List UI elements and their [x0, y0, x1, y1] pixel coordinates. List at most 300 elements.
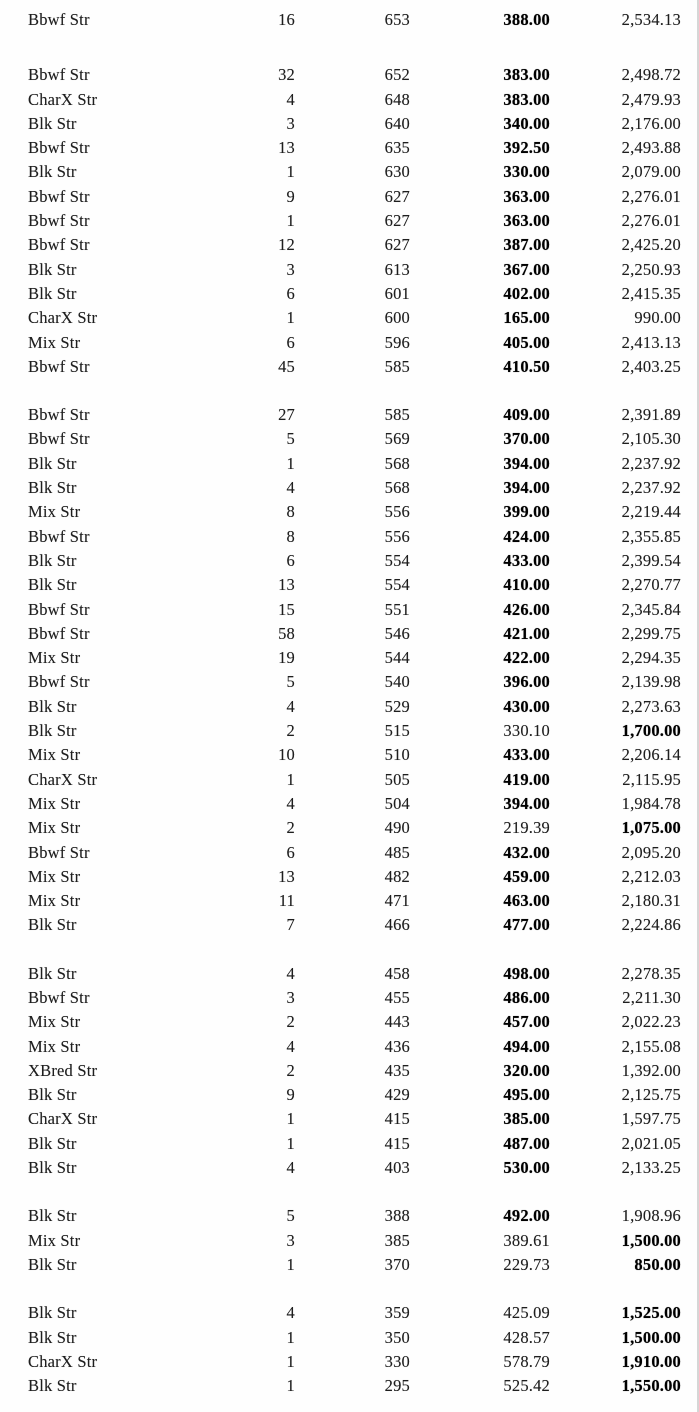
avg-weight-cell: 630: [384, 162, 410, 182]
head-count-cell: 16: [278, 10, 295, 29]
avg-weight-cell: 471: [384, 891, 410, 911]
amount-cell: 1,392.00: [621, 1060, 681, 1080]
table-row: [0, 1350, 699, 1374]
amount-cell: 2,155.08: [621, 1036, 681, 1056]
price-cell: 410.00: [503, 575, 550, 595]
price-cell: 430.00: [503, 696, 550, 716]
head-count-cell: 1: [286, 1109, 295, 1129]
table-row: [0, 865, 699, 889]
amount-cell: 2,399.54: [621, 550, 681, 570]
lot-type-cell: Blk Str: [28, 1303, 77, 1323]
sale-report-table: [0, 8, 699, 1398]
amount-cell: 2,479.93: [621, 89, 681, 109]
table-row: [0, 1132, 699, 1156]
lot-type-cell: Blk Str: [28, 283, 77, 303]
avg-weight-cell: 568: [384, 453, 410, 473]
price-cell: 498.00: [503, 963, 550, 983]
price-cell: 530.00: [503, 1158, 550, 1178]
head-count-cell: 1: [286, 1133, 295, 1153]
lot-type-cell: CharX Str: [28, 89, 98, 109]
table-row: [0, 136, 699, 160]
amount-cell: 2,211.30: [622, 987, 681, 1007]
price-cell: 419.00: [503, 769, 550, 789]
table-row: [0, 209, 699, 233]
head-count-cell: 1: [286, 162, 295, 182]
head-count-cell: 4: [286, 1303, 295, 1323]
price-cell: 320.00: [503, 1060, 550, 1080]
lot-type-cell: Blk Str: [28, 113, 77, 133]
lot-type-cell: Blk Str: [28, 550, 77, 570]
amount-cell: 1,984.78: [621, 793, 681, 813]
head-count-cell: 6: [286, 332, 295, 352]
head-count-cell: 1: [286, 1254, 295, 1274]
price-cell: 387.00: [503, 235, 550, 255]
row-group: [0, 1301, 699, 1398]
table-row: [0, 306, 699, 330]
avg-weight-cell: 490: [384, 818, 410, 838]
table-row: [0, 768, 699, 792]
lot-type-cell: Blk Str: [28, 1254, 77, 1274]
avg-weight-cell: 350: [384, 1327, 410, 1347]
price-cell: 421.00: [503, 623, 550, 643]
avg-weight-cell: 551: [384, 599, 410, 619]
avg-weight-cell: 485: [384, 842, 410, 862]
amount-cell: 2,105.30: [621, 429, 681, 449]
avg-weight-cell: 455: [384, 987, 410, 1007]
row-group: [0, 962, 699, 1181]
head-count-cell: 3: [286, 113, 295, 133]
price-cell: 330.00: [503, 162, 550, 182]
head-count-cell: 1: [286, 308, 295, 328]
lot-type-cell: Bbwf Str: [28, 672, 90, 692]
lot-type-cell: Bbwf Str: [28, 842, 90, 862]
lot-type-cell: Blk Str: [28, 1327, 77, 1347]
avg-weight-cell: 359: [384, 1303, 410, 1323]
lot-type-cell: Mix Str: [28, 332, 81, 352]
lot-type-cell: Bbwf Str: [28, 429, 90, 449]
price-cell: 394.00: [503, 453, 550, 473]
table-row: [0, 816, 699, 840]
avg-weight-cell: 546: [384, 623, 410, 643]
table-row: [0, 841, 699, 865]
lot-type-cell: Blk Str: [28, 1376, 77, 1396]
table-row: [0, 1083, 699, 1107]
head-count-cell: 2: [286, 1060, 295, 1080]
price-cell: 459.00: [503, 866, 550, 886]
lot-type-cell: Blk Str: [28, 1133, 77, 1153]
head-count-cell: 12: [278, 235, 295, 255]
price-cell: 385.00: [503, 1109, 550, 1129]
lot-type-cell: Bbwf Str: [28, 65, 90, 85]
lot-type-cell: Blk Str: [28, 915, 77, 935]
lot-type-cell: Blk Str: [28, 478, 77, 498]
lot-type-cell: Blk Str: [28, 453, 77, 473]
price-cell: 495.00: [503, 1085, 550, 1105]
table-row: [0, 743, 699, 767]
head-count-cell: 8: [286, 502, 295, 522]
table-row: [0, 88, 699, 112]
price-cell: 433.00: [503, 550, 550, 570]
avg-weight-cell: 556: [384, 526, 410, 546]
head-count-cell: 1: [286, 453, 295, 473]
row-group: [0, 403, 699, 938]
amount-cell: 2,413.13: [621, 332, 681, 352]
lot-type-cell: CharX Str: [28, 769, 98, 789]
avg-weight-cell: 482: [384, 866, 410, 886]
table-row: [0, 670, 699, 694]
head-count-cell: 6: [286, 550, 295, 570]
amount-cell: 2,022.23: [621, 1012, 681, 1032]
amount-cell: 1,500.00: [621, 1327, 681, 1347]
head-count-cell: 1: [286, 1351, 295, 1371]
table-row: [0, 500, 699, 524]
table-row: [0, 1374, 699, 1398]
amount-cell: 1,525.00: [621, 1303, 681, 1323]
table-row: [0, 476, 699, 500]
price-cell: 422.00: [503, 648, 550, 668]
lot-type-cell: Mix Str: [28, 502, 81, 522]
head-count-cell: 3: [286, 259, 295, 279]
amount-cell: 2,273.63: [621, 696, 681, 716]
table-row: [0, 719, 699, 743]
amount-cell: 2,403.25: [621, 356, 681, 376]
price-cell: 340.00: [503, 113, 550, 133]
amount-cell: 1,910.00: [621, 1351, 681, 1371]
table-row: [0, 1059, 699, 1083]
head-count-cell: 1: [286, 1376, 295, 1396]
avg-weight-cell: 635: [384, 138, 410, 158]
amount-cell: 2,125.75: [621, 1085, 681, 1105]
head-count-cell: 32: [278, 65, 295, 85]
amount-cell: 2,425.20: [621, 235, 681, 255]
lot-type-cell: Bbwf Str: [28, 526, 90, 546]
table-row: [0, 452, 699, 476]
avg-weight-cell: 554: [384, 575, 410, 595]
table-row: [0, 403, 699, 427]
avg-weight-cell: 601: [384, 283, 410, 303]
table-row: [0, 1253, 699, 1277]
price-cell: 428.57: [503, 1327, 550, 1347]
head-count-cell: 5: [286, 1206, 295, 1226]
lot-type-cell: Bbwf Str: [28, 235, 90, 255]
avg-weight-cell: 600: [384, 308, 410, 328]
head-count-cell: 11: [278, 891, 295, 911]
price-cell: 330.10: [503, 721, 550, 741]
price-cell: 229.73: [503, 1254, 550, 1274]
avg-weight-cell: 529: [384, 696, 410, 716]
amount-cell: 990.00: [634, 308, 681, 328]
price-cell: 409.00: [503, 405, 550, 425]
price-cell: 433.00: [503, 745, 550, 765]
avg-weight-cell: 585: [384, 356, 410, 376]
amount-cell: 2,276.01: [621, 186, 681, 206]
amount-cell: 2,021.05: [621, 1133, 681, 1153]
amount-cell: 2,299.75: [621, 623, 681, 643]
lot-type-cell: CharX Str: [28, 1109, 98, 1129]
amount-cell: 1,500.00: [621, 1230, 681, 1250]
price-cell: 367.00: [503, 259, 550, 279]
head-count-cell: 2: [286, 818, 295, 838]
amount-cell: 2,294.35: [621, 648, 681, 668]
head-count-cell: 3: [286, 987, 295, 1007]
amount-cell: 2,133.25: [621, 1158, 681, 1178]
avg-weight-cell: 466: [384, 915, 410, 935]
head-count-cell: 13: [278, 866, 295, 886]
lot-type-cell: Bbwf Str: [28, 211, 90, 231]
amount-cell: 850.00: [634, 1254, 681, 1274]
table-row: [0, 8, 699, 32]
price-cell: 426.00: [503, 599, 550, 619]
avg-weight-cell: 585: [384, 405, 410, 425]
table-row: [0, 160, 699, 184]
lot-type-cell: Bbwf Str: [28, 599, 90, 619]
lot-type-cell: Blk Str: [28, 575, 77, 595]
head-count-cell: 7: [286, 915, 295, 935]
lot-type-cell: Bbwf Str: [28, 987, 90, 1007]
amount-cell: 2,355.85: [621, 526, 681, 546]
price-cell: 486.00: [503, 987, 550, 1007]
amount-cell: 1,597.75: [621, 1109, 681, 1129]
table-row: [0, 185, 699, 209]
lot-type-cell: Mix Str: [28, 648, 81, 668]
head-count-cell: 10: [278, 745, 295, 765]
table-row: [0, 233, 699, 257]
price-cell: 405.00: [503, 332, 550, 352]
head-count-cell: 19: [278, 648, 295, 668]
amount-cell: 2,391.89: [621, 405, 681, 425]
table-row: [0, 63, 699, 87]
avg-weight-cell: 403: [384, 1158, 410, 1178]
head-count-cell: 4: [286, 478, 295, 498]
avg-weight-cell: 435: [384, 1060, 410, 1080]
head-count-cell: 1: [286, 769, 295, 789]
avg-weight-cell: 648: [384, 89, 410, 109]
head-count-cell: 4: [286, 1036, 295, 1056]
avg-weight-cell: 388: [384, 1206, 410, 1226]
head-count-cell: 6: [286, 842, 295, 862]
lot-type-cell: Bbwf Str: [28, 138, 90, 158]
price-cell: 389.61: [503, 1230, 550, 1250]
head-count-cell: 1: [286, 211, 295, 231]
table-row: [0, 1010, 699, 1034]
table-row: [0, 889, 699, 913]
lot-type-cell: Blk Str: [28, 1206, 77, 1226]
price-cell: 578.79: [503, 1351, 550, 1371]
row-group: [0, 63, 699, 379]
head-count-cell: 4: [286, 696, 295, 716]
table-row: [0, 1107, 699, 1131]
table-row: [0, 112, 699, 136]
avg-weight-cell: 510: [384, 745, 410, 765]
price-cell: 425.09: [503, 1303, 550, 1323]
lot-type-cell: Mix Str: [28, 818, 81, 838]
price-cell: 525.42: [503, 1376, 550, 1396]
amount-cell: 2,095.20: [621, 842, 681, 862]
avg-weight-cell: 569: [384, 429, 410, 449]
avg-weight-cell: 295: [384, 1376, 410, 1396]
avg-weight-cell: 627: [384, 186, 410, 206]
head-count-cell: 45: [278, 356, 295, 376]
lot-type-cell: Mix Str: [28, 793, 81, 813]
avg-weight-cell: 515: [384, 721, 410, 741]
avg-weight-cell: 415: [384, 1133, 410, 1153]
price-cell: 392.50: [503, 138, 550, 158]
table-row: [0, 1229, 699, 1253]
head-count-cell: 58: [278, 623, 295, 643]
amount-cell: 1,550.00: [621, 1376, 681, 1396]
head-count-cell: 1: [286, 1327, 295, 1347]
table-row: [0, 646, 699, 670]
price-cell: 396.00: [503, 672, 550, 692]
table-row: [0, 549, 699, 573]
lot-type-cell: Bbwf Str: [28, 10, 90, 29]
price-cell: 394.00: [503, 478, 550, 498]
head-count-cell: 2: [286, 721, 295, 741]
lot-type-cell: Mix Str: [28, 1036, 81, 1056]
head-count-cell: 15: [278, 599, 295, 619]
price-cell: 363.00: [503, 211, 550, 231]
amount-cell: 2,534.13: [621, 10, 681, 29]
amount-cell: 2,139.98: [621, 672, 681, 692]
avg-weight-cell: 568: [384, 478, 410, 498]
lot-type-cell: Blk Str: [28, 721, 77, 741]
avg-weight-cell: 385: [384, 1230, 410, 1250]
avg-weight-cell: 653: [384, 10, 410, 29]
table-row: [0, 1156, 699, 1180]
amount-cell: 2,212.03: [621, 866, 681, 886]
price-cell: 370.00: [503, 429, 550, 449]
avg-weight-cell: 554: [384, 550, 410, 570]
lot-type-cell: Bbwf Str: [28, 623, 90, 643]
price-cell: 477.00: [503, 915, 550, 935]
lot-type-cell: Blk Str: [28, 1158, 77, 1178]
table-row: [0, 1204, 699, 1228]
lot-type-cell: Blk Str: [28, 259, 77, 279]
price-cell: 394.00: [503, 793, 550, 813]
avg-weight-cell: 540: [384, 672, 410, 692]
head-count-cell: 5: [286, 672, 295, 692]
table-row: [0, 913, 699, 937]
lot-type-cell: Bbwf Str: [28, 405, 90, 425]
amount-cell: 2,237.92: [621, 478, 681, 498]
avg-weight-cell: 556: [384, 502, 410, 522]
lot-type-cell: Mix Str: [28, 866, 81, 886]
table-row: [0, 427, 699, 451]
lot-type-cell: Mix Str: [28, 745, 81, 765]
table-row: [0, 258, 699, 282]
head-count-cell: 2: [286, 1012, 295, 1032]
lot-type-cell: Blk Str: [28, 162, 77, 182]
avg-weight-cell: 458: [384, 963, 410, 983]
price-cell: 399.00: [503, 502, 550, 522]
lot-type-cell: Mix Str: [28, 1012, 81, 1032]
price-cell: 383.00: [503, 89, 550, 109]
lot-type-cell: Bbwf Str: [28, 186, 90, 206]
table-row: [0, 1301, 699, 1325]
amount-cell: 2,219.44: [621, 502, 681, 522]
avg-weight-cell: 504: [384, 793, 410, 813]
avg-weight-cell: 544: [384, 648, 410, 668]
amount-cell: 2,237.92: [621, 453, 681, 473]
head-count-cell: 3: [286, 1230, 295, 1250]
amount-cell: 1,700.00: [621, 721, 681, 741]
price-cell: 432.00: [503, 842, 550, 862]
row-group: [0, 8, 699, 32]
amount-cell: 2,079.00: [621, 162, 681, 182]
avg-weight-cell: 436: [384, 1036, 410, 1056]
head-count-cell: 9: [286, 1085, 295, 1105]
amount-cell: 2,493.88: [621, 138, 681, 158]
lot-type-cell: Blk Str: [28, 963, 77, 983]
table-row: [0, 986, 699, 1010]
amount-cell: 2,180.31: [621, 891, 681, 911]
head-count-cell: 8: [286, 526, 295, 546]
lot-type-cell: CharX Str: [28, 1351, 98, 1371]
table-row: [0, 1035, 699, 1059]
amount-cell: 2,276.01: [621, 211, 681, 231]
avg-weight-cell: 640: [384, 113, 410, 133]
row-group: [0, 1204, 699, 1277]
avg-weight-cell: 596: [384, 332, 410, 352]
table-row: [0, 525, 699, 549]
price-cell: 165.00: [503, 308, 550, 328]
lot-type-cell: Blk Str: [28, 696, 77, 716]
head-count-cell: 4: [286, 1158, 295, 1178]
table-row: [0, 282, 699, 306]
price-cell: 219.39: [503, 818, 550, 838]
table-row: [0, 695, 699, 719]
lot-type-cell: Mix Str: [28, 891, 81, 911]
price-cell: 363.00: [503, 186, 550, 206]
avg-weight-cell: 370: [384, 1254, 410, 1274]
head-count-cell: 9: [286, 186, 295, 206]
table-row: [0, 962, 699, 986]
amount-cell: 2,278.35: [621, 963, 681, 983]
price-cell: 487.00: [503, 1133, 550, 1153]
avg-weight-cell: 613: [384, 259, 410, 279]
avg-weight-cell: 429: [384, 1085, 410, 1105]
head-count-cell: 13: [278, 575, 295, 595]
price-cell: 457.00: [503, 1012, 550, 1032]
price-cell: 492.00: [503, 1206, 550, 1226]
price-cell: 463.00: [503, 891, 550, 911]
head-count-cell: 4: [286, 89, 295, 109]
avg-weight-cell: 627: [384, 235, 410, 255]
lot-type-cell: Bbwf Str: [28, 356, 90, 376]
amount-cell: 2,498.72: [621, 65, 681, 85]
amount-cell: 2,206.14: [621, 745, 681, 765]
amount-cell: 1,908.96: [621, 1206, 681, 1226]
table-row: [0, 355, 699, 379]
price-cell: 410.50: [503, 356, 550, 376]
table-row: [0, 598, 699, 622]
amount-cell: 2,250.93: [621, 259, 681, 279]
price-cell: 388.00: [503, 10, 550, 29]
avg-weight-cell: 652: [384, 65, 410, 85]
lot-type-cell: Mix Str: [28, 1230, 81, 1250]
avg-weight-cell: 627: [384, 211, 410, 231]
amount-cell: 2,224.86: [621, 915, 681, 935]
amount-cell: 2,115.95: [622, 769, 681, 789]
table-row: [0, 792, 699, 816]
avg-weight-cell: 330: [384, 1351, 410, 1371]
lot-type-cell: XBred Str: [28, 1060, 98, 1080]
avg-weight-cell: 415: [384, 1109, 410, 1129]
table-row: [0, 573, 699, 597]
head-count-cell: 27: [278, 405, 295, 425]
head-count-cell: 4: [286, 793, 295, 813]
head-count-cell: 6: [286, 283, 295, 303]
